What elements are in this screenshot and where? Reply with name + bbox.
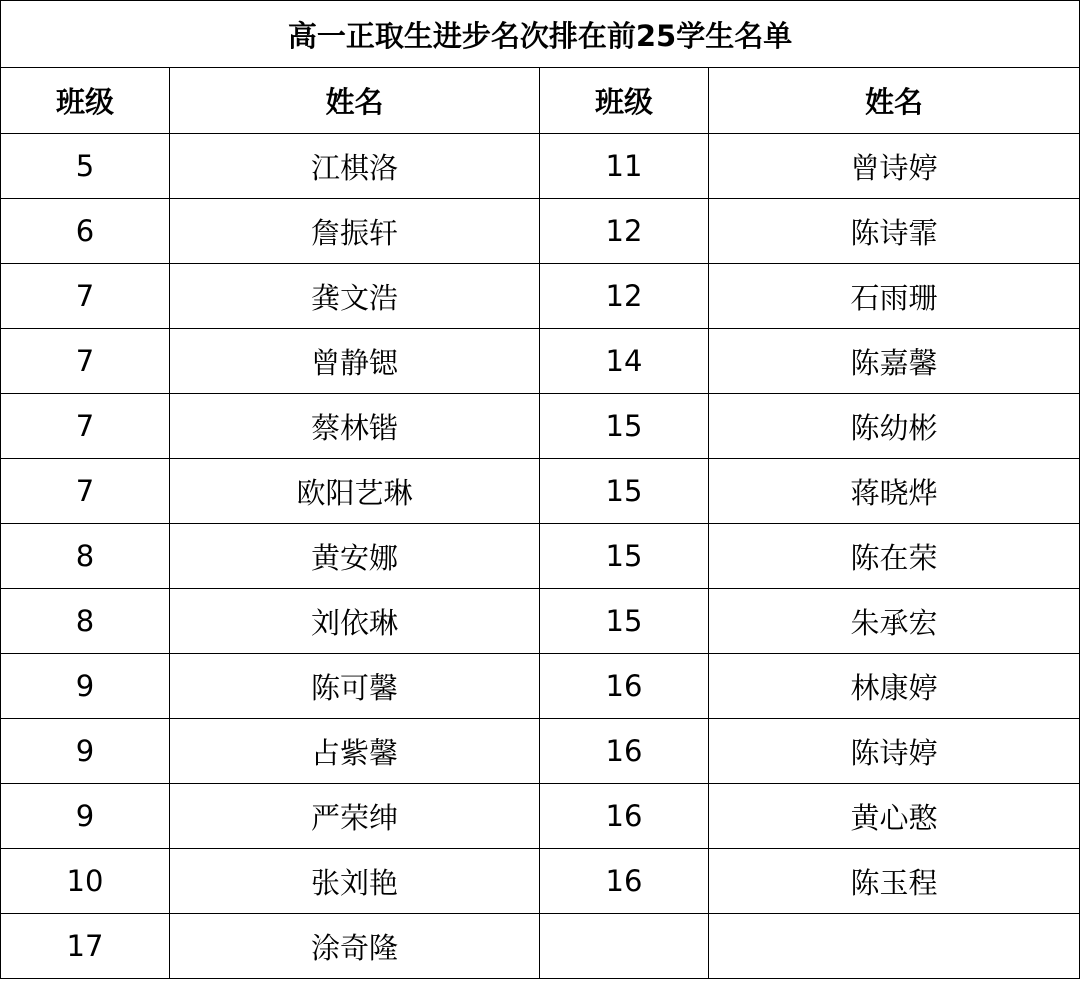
- class-cell-left: 7: [1, 329, 170, 394]
- name-cell-left: 张刘艳: [170, 849, 540, 914]
- table-row: [1, 134, 1080, 199]
- name-cell-left: 欧阳艺琳: [170, 459, 540, 524]
- table-row: [1, 589, 1080, 654]
- class-cell-left: 8: [1, 589, 170, 654]
- class-cell-right: 16: [540, 784, 709, 849]
- name-cell-left: 陈可馨: [170, 654, 540, 719]
- name-cell-left: 龚文浩: [170, 264, 540, 329]
- class-cell-right: 15: [540, 524, 709, 589]
- table-title: 高一正取生进步名次排在前25学生名单: [1, 1, 1080, 68]
- header-name-right: 姓名: [709, 68, 1080, 134]
- class-cell-left: 9: [1, 654, 170, 719]
- name-cell-right: 陈诗霏: [709, 199, 1080, 264]
- table-row: [1, 849, 1080, 914]
- name-cell-left: 蔡林锴: [170, 394, 540, 459]
- name-cell-left: 黄安娜: [170, 524, 540, 589]
- class-cell-left: 9: [1, 719, 170, 784]
- table-row: [1, 784, 1080, 849]
- header-class-right: 班级: [540, 68, 709, 134]
- table-row: [1, 654, 1080, 719]
- class-cell-left: 9: [1, 784, 170, 849]
- name-cell-left: 占紫馨: [170, 719, 540, 784]
- name-cell-right: 陈在荣: [709, 524, 1080, 589]
- class-cell-right: 11: [540, 134, 709, 199]
- table-row: [1, 394, 1080, 459]
- name-cell-right: 石雨珊: [709, 264, 1080, 329]
- class-cell-right: 16: [540, 654, 709, 719]
- name-cell-right: 黄心憨: [709, 784, 1080, 849]
- class-cell-right: [540, 914, 709, 979]
- name-cell-right: 陈玉程: [709, 849, 1080, 914]
- name-cell-right: 曾诗婷: [709, 134, 1080, 199]
- class-cell-right: 12: [540, 199, 709, 264]
- title-row: [1, 1, 1080, 68]
- table-row: [1, 524, 1080, 589]
- class-cell-right: 15: [540, 589, 709, 654]
- table-row: [1, 459, 1080, 524]
- name-cell-right: 蒋晓烨: [709, 459, 1080, 524]
- name-cell-right: 陈嘉馨: [709, 329, 1080, 394]
- class-cell-left: 7: [1, 394, 170, 459]
- class-cell-left: 7: [1, 264, 170, 329]
- class-cell-left: 8: [1, 524, 170, 589]
- name-cell-right: 林康婷: [709, 654, 1080, 719]
- class-cell-right: 15: [540, 459, 709, 524]
- header-row: [1, 68, 1080, 134]
- class-cell-left: 7: [1, 459, 170, 524]
- table-row: [1, 199, 1080, 264]
- class-cell-right: 15: [540, 394, 709, 459]
- name-cell-right: 陈诗婷: [709, 719, 1080, 784]
- class-cell-left: 10: [1, 849, 170, 914]
- class-cell-left: 17: [1, 914, 170, 979]
- class-cell-right: 16: [540, 849, 709, 914]
- class-cell-left: 6: [1, 199, 170, 264]
- name-cell-right: 朱承宏: [709, 589, 1080, 654]
- class-cell-right: 14: [540, 329, 709, 394]
- table-row: [1, 329, 1080, 394]
- table-row: [1, 914, 1080, 979]
- header-name-left: 姓名: [170, 68, 540, 134]
- name-cell-right: 陈幼彬: [709, 394, 1080, 459]
- name-cell-left: 严荣绅: [170, 784, 540, 849]
- class-cell-right: 12: [540, 264, 709, 329]
- class-cell-left: 5: [1, 134, 170, 199]
- class-cell-right: 16: [540, 719, 709, 784]
- header-class-left: 班级: [1, 68, 170, 134]
- name-cell-left: 詹振轩: [170, 199, 540, 264]
- name-cell-left: 江棋洛: [170, 134, 540, 199]
- name-cell-left: 曾静锶: [170, 329, 540, 394]
- table-row: [1, 719, 1080, 784]
- name-cell-right: [709, 914, 1080, 979]
- name-cell-left: 涂奇隆: [170, 914, 540, 979]
- table-row: [1, 264, 1080, 329]
- name-cell-left: 刘依琳: [170, 589, 540, 654]
